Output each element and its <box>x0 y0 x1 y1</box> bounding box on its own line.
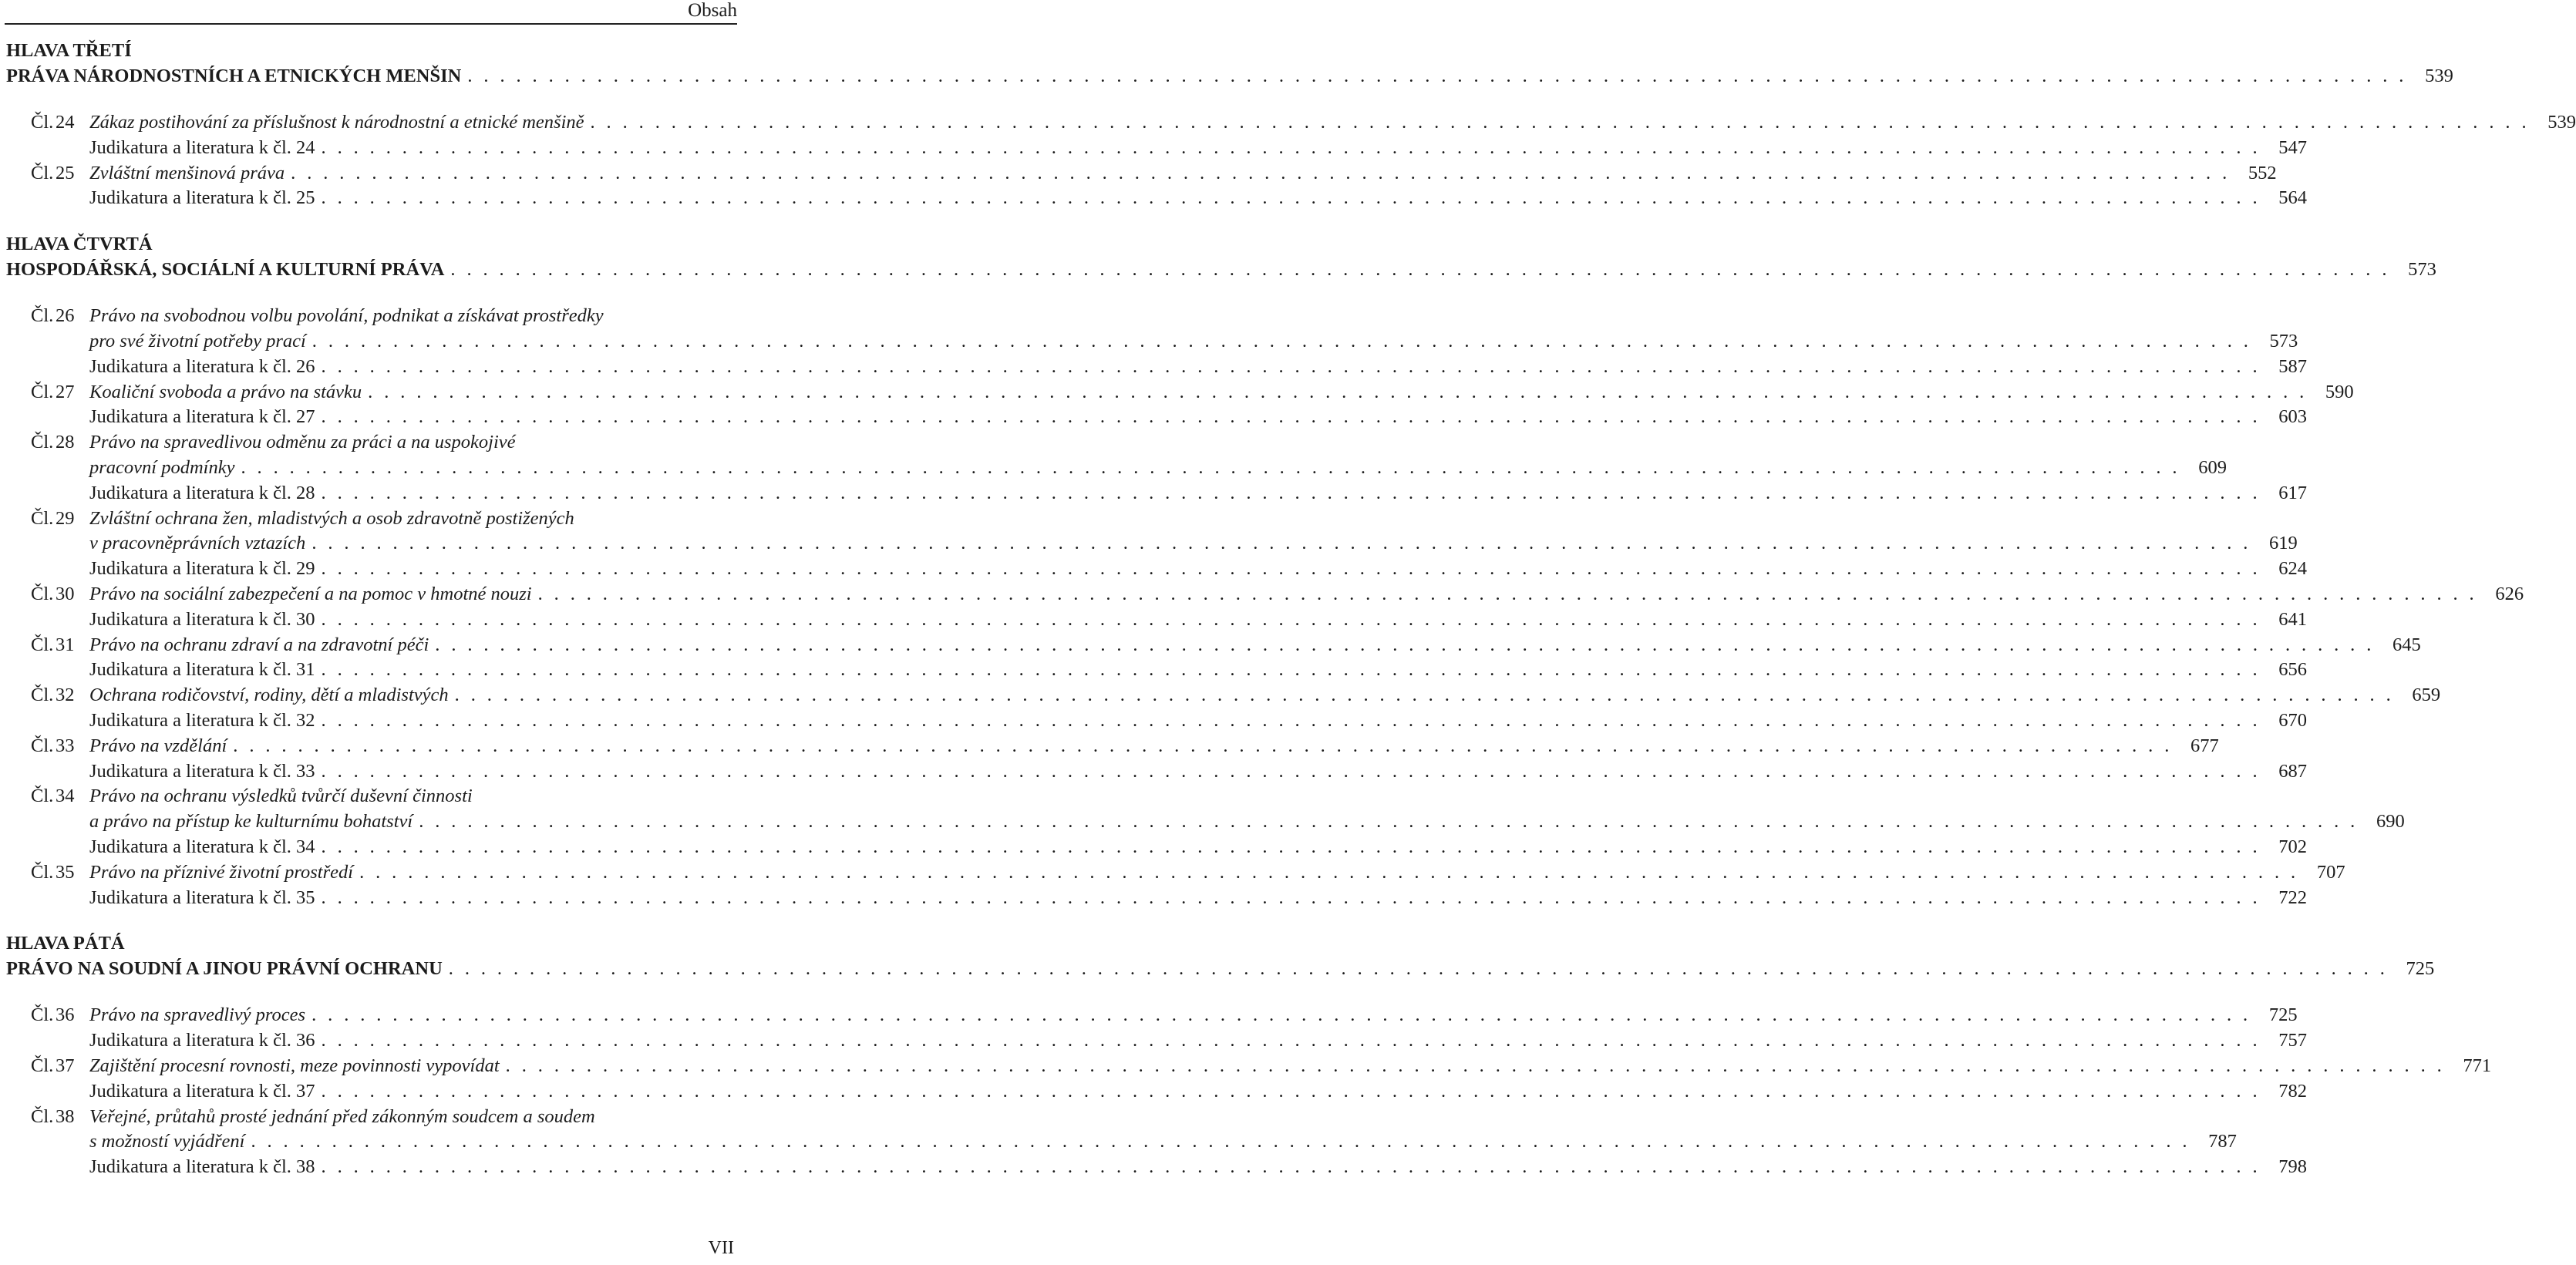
page-number: 609 <box>2198 456 2227 478</box>
toc-entry <box>6 110 2576 136</box>
dot-leader: . . . . . . . . . . . . . . . . . . . . . . . . . . . . . . . . . . . . . . . . . . . . . . . . . . . . . . . . . . . . . . . . . . . . . . . . . . . . . . . . . . . . . . . . . . . . . . . . . . . . . . . . . . . . . . . . . . . . . . . . <box>359 861 2299 883</box>
toc-entry-list <box>6 1003 2492 1180</box>
article-prefix: Čl. <box>31 685 54 706</box>
judikatura-title: Judikatura a literatura k čl. 36 <box>89 1030 315 1051</box>
page-number: 757 <box>2278 1030 2308 1051</box>
page-number: 547 <box>2278 136 2308 158</box>
judikatura-title: Judikatura a literatura k čl. 29 <box>89 558 315 580</box>
toc-entry <box>6 430 737 456</box>
toc-part <box>6 931 2492 1180</box>
toc-entry <box>6 481 2308 506</box>
judikatura-title: Judikatura a literatura k čl. 26 <box>89 355 315 377</box>
toc-entry <box>6 1003 2298 1028</box>
page-number: 725 <box>2268 1004 2298 1026</box>
page-number: 722 <box>2278 887 2308 908</box>
article-title: Právo na sociální zabezpečení a na pomoc v hmotné nouzi <box>89 583 532 604</box>
dot-leader: . . . . . . . . . . . . . . . . . . . . . . . . . . . . . . . . . . . . . . . . . . . . . . . . . . . . . . . . . . . . . . . . . . . . . . . . . . . . . . . . . . . . . . . . . . . . . . . . . . . . . . . . . . . . . . . . . . . . . . . . <box>321 406 2261 428</box>
dot-leader: . . . . . . . . . . . . . . . . . . . . . . . . . . . . . . . . . . . . . . . . . . . . . . . . . . . . . . . . . . . . . . . . . . . . . . . . . . . . . . . . . . . . . . . . . . . . . . . . . . . . . . . . . . . . . . . . . . . . . . . . <box>311 330 2252 352</box>
page-number: 539 <box>2547 112 2576 133</box>
toc-entry <box>6 784 737 809</box>
toc-entry <box>6 161 2277 187</box>
toc-part <box>6 39 2576 211</box>
article-number: 32 <box>56 685 75 706</box>
article-title: Ochrana rodičovství, rodiny, dětí a mladistvých <box>89 685 449 706</box>
page-number: 687 <box>2278 760 2308 782</box>
page-number: 677 <box>2190 735 2219 756</box>
dot-leader: . . . . . . . . . . . . . . . . . . . . . . . . . . . . . . . . . . . . . . . . . . . . . . . . . . . . . . . . . . . . . . . . . . . . . . . . . . . . . . . . . . . . . . . . . . . . . . . . . . . . . . . . . . . . . . . . . . . . . . . . <box>321 1080 2261 1102</box>
dot-leader: . . . . . . . . . . . . . . . . . . . . . . . . . . . . . . . . . . . . . . . . . . . . . . . . . . . . . . . . . . . . . . . . . . . . . . . . . . . . . . . . . . . . . . . . . . . . . . . . . . . . . . . . . . . . . . . . . . . . . . . . <box>321 1030 2261 1051</box>
toc-entry-continuation <box>6 456 2227 481</box>
page-number: 626 <box>2495 583 2524 604</box>
toc-entry-list <box>6 110 2576 211</box>
toc-entry <box>6 1079 2308 1105</box>
toc-entry <box>6 136 2308 161</box>
dot-leader: . . . . . . . . . . . . . . . . . . . . . . . . . . . . . . . . . . . . . . . . . . . . . . . . . . . . . . . . . . . . . . . . . . . . . . . . . . . . . . . . . . . . . . . . . . . . . . . . . . . . . . . . . . . . . . . . . . . . . . . . <box>241 456 2180 478</box>
dot-leader: . . . . . . . . . . . . . . . . . . . . . . . . . . . . . . . . . . . . . . . . . . . . . . . . . . . . . . . . . . . . . . . . . . . . . . . . . . . . . . . . . . . . . . . . . . . . . . . . . . . . . . . . . . . . . . . . . . . . . . . . <box>311 1004 2251 1026</box>
article-title: Koaliční svoboda a právo na stávku <box>89 381 362 402</box>
toc-entry <box>6 708 2308 734</box>
dot-leader: . . . . . . . . . . . . . . . . . . . . . . . . . . . . . . . . . . . . . . . . . . . . . . . . . . . . . . . . . . . . . . . . . . . . . . . . . . . . . . . . . . . . . . . . . . . . . . . . . . . . . . . . . . . . . . . . . . . . . . . . <box>537 583 2478 604</box>
part-title: HOSPODÁŘSKÁ, SOCIÁLNÍ A KULTURNÍ PRÁVA <box>6 259 445 281</box>
toc-entry <box>6 633 2421 658</box>
part-title-row <box>6 257 2436 282</box>
dot-leader: . . . . . . . . . . . . . . . . . . . . . . . . . . . . . . . . . . . . . . . . . . . . . . . . . . . . . . . . . . . . . . . . . . . . . . . . . . . . . . . . . . . . . . . . . . . . . . . . . . . . . . . . . . . . . . . . . . . . . . . . <box>590 112 2530 133</box>
page-number: 552 <box>2248 162 2277 183</box>
toc-entry <box>6 734 2219 759</box>
page-number: 659 <box>2412 685 2441 706</box>
article-title: Zajištění procesní rovnosti, meze povinnosti vypovídat <box>89 1055 500 1076</box>
article-number: 25 <box>56 162 75 183</box>
dot-leader: . . . . . . . . . . . . . . . . . . . . . . . . . . . . . . . . . . . . . . . . . . . . . . . . . . . . . . . . . . . . . . . . . . . . . . . . . . . . . . . . . . . . . . . . . . . . . . . . . . . . . . . . . . . . . . . . . . . . . . . . <box>505 1055 2446 1076</box>
part-title-row <box>6 63 2453 89</box>
article-prefix: Čl. <box>31 1105 54 1127</box>
article-prefix: Čl. <box>31 786 54 807</box>
article-number: 36 <box>56 1004 75 1026</box>
dot-leader: . . . . . . . . . . . . . . . . . . . . . . . . . . . . . . . . . . . . . . . . . . . . . . . . . . . . . . . . . . . . . . . . . . . . . . . . . . . . . . . . . . . . . . . . . . . . . . . . . . . . . . . . . . . . . . . . . . . . . . . . <box>321 760 2261 782</box>
toc-entry <box>6 380 2354 405</box>
page-number: 782 <box>2278 1080 2308 1102</box>
table-of-contents <box>6 39 2576 1201</box>
judikatura-title: Judikatura a literatura k čl. 25 <box>89 187 315 209</box>
toc-entry <box>6 355 2308 380</box>
page-number: 539 <box>2425 66 2453 86</box>
article-title: Právo na vzdělání <box>89 735 227 756</box>
article-title: Zvláštní ochrana žen, mladistvých a osob zdravotně postižených <box>89 507 574 529</box>
judikatura-title: Judikatura a literatura k čl. 34 <box>89 836 315 857</box>
article-title: Právo na spravedlivý proces <box>89 1004 306 1026</box>
article-number: 35 <box>56 861 75 883</box>
article-number: 37 <box>56 1055 75 1076</box>
article-title: v pracovněprávních vztazích <box>89 533 306 554</box>
toc-entry-continuation <box>6 1129 2237 1155</box>
article-title: s možností vyjádření <box>89 1131 245 1152</box>
page-number: 564 <box>2278 187 2308 209</box>
article-prefix: Čl. <box>31 112 54 133</box>
judikatura-title: Judikatura a literatura k čl. 33 <box>89 760 315 782</box>
article-prefix: Čl. <box>31 735 54 756</box>
part-label: HLAVA ČTVRTÁ <box>6 234 153 255</box>
judikatura-title: Judikatura a literatura k čl. 28 <box>89 482 315 503</box>
judikatura-title: Judikatura a literatura k čl. 32 <box>89 709 315 731</box>
article-prefix: Čl. <box>31 1055 54 1076</box>
article-number: 30 <box>56 583 75 604</box>
toc-entry <box>6 835 2308 860</box>
page-number: 619 <box>2269 533 2298 554</box>
page-number: 641 <box>2278 608 2308 630</box>
judikatura-title: Judikatura a literatura k čl. 24 <box>89 136 315 158</box>
toc-entry-continuation <box>6 329 2298 355</box>
part-label: HLAVA PÁTÁ <box>6 933 125 954</box>
dot-leader: . . . . . . . . . . . . . . . . . . . . . . . . . . . . . . . . . . . . . . . . . . . . . . . . . . . . . . . . . . . . . . . . . . . . . . . . . . . . . . . . . . . . . . . . . . . . . . . . . . . . . . . . . . . . . . . . . . . . . . . . <box>448 958 2389 980</box>
toc-entry <box>6 405 2308 430</box>
page-number: 670 <box>2278 709 2308 731</box>
article-number: 34 <box>56 786 75 807</box>
part-title-row <box>6 956 2435 981</box>
page-number: 725 <box>2406 958 2435 980</box>
dot-leader: . . . . . . . . . . . . . . . . . . . . . . . . . . . . . . . . . . . . . . . . . . . . . . . . . . . . . . . . . . . . . . . . . . . . . . . . . . . . . . . . . . . . . . . . . . . . . . . . . . . . . . . . . . . . . . . . . . . . . . . . <box>233 735 2173 756</box>
article-prefix: Čl. <box>31 162 54 183</box>
page-number: 798 <box>2278 1156 2308 1178</box>
article-prefix: Čl. <box>31 305 54 327</box>
toc-entry <box>6 886 2308 911</box>
dot-leader: . . . . . . . . . . . . . . . . . . . . . . . . . . . . . . . . . . . . . . . . . . . . . . . . . . . . . . . . . . . . . . . . . . . . . . . . . . . . . . . . . . . . . . . . . . . . . . . . . . . . . . . . . . . . . . . . . . . . . . . . <box>321 355 2261 377</box>
toc-entry-continuation <box>6 809 2405 835</box>
page-number: 690 <box>2376 811 2405 833</box>
page-folio: VII <box>708 1238 734 1258</box>
article-title: Veřejné, průtahů prosté jednání před zákonným soudcem a soudem <box>89 1105 595 1127</box>
toc-entry <box>6 304 737 329</box>
dot-leader: . . . . . . . . . . . . . . . . . . . . . . . . . . . . . . . . . . . . . . . . . . . . . . . . . . . . . . . . . . . . . . . . . . . . . . . . . . . . . . . . . . . . . . . . . . . . . . . . . . . . . . . . . . . . . . . . . . . . . . . . <box>321 836 2261 857</box>
article-number: 26 <box>56 305 75 327</box>
article-title: Právo na ochranu výsledků tvůrčí duševní činnosti <box>89 786 473 807</box>
page-number: 573 <box>2269 330 2298 352</box>
article-prefix: Čl. <box>31 507 54 529</box>
dot-leader: . . . . . . . . . . . . . . . . . . . . . . . . . . . . . . . . . . . . . . . . . . . . . . . . . . . . . . . . . . . . . . . . . . . . . . . . . . . . . . . . . . . . . . . . . . . . . . . . . . . . . . . . . . . . . . . . . . . . . . . . <box>321 608 2261 630</box>
toc-entry <box>6 759 2308 785</box>
page-number: 656 <box>2278 659 2308 681</box>
toc-entry-continuation <box>6 531 2298 557</box>
dot-leader: . . . . . . . . . . . . . . . . . . . . . . . . . . . . . . . . . . . . . . . . . . . . . . . . . . . . . . . . . . . . . . . . . . . . . . . . . . . . . . . . . . . . . . . . . . . . . . . . . . . . . . . . . . . . . . . . . . . . . . . . <box>419 811 2359 833</box>
article-title: Zákaz postihování za příslušnost k národnostní a etnické menšině <box>89 112 584 133</box>
dot-leader: . . . . . . . . . . . . . . . . . . . . . . . . . . . . . . . . . . . . . . . . . . . . . . . . . . . . . . . . . . . . . . . . . . . . . . . . . . . . . . . . . . . . . . . . . . . . . . . . . . . . . . . . . . . . . . . . . . . . . . . . <box>454 685 2395 706</box>
dot-leader: . . . . . . . . . . . . . . . . . . . . . . . . . . . . . . . . . . . . . . . . . . . . . . . . . . . . . . . . . . . . . . . . . . . . . . . . . . . . . . . . . . . . . . . . . . . . . . . . . . . . . . . . . . . . . . . . . . . . . . . . <box>450 259 2390 281</box>
judikatura-title: Judikatura a literatura k čl. 38 <box>89 1156 315 1178</box>
article-prefix: Čl. <box>31 1004 54 1026</box>
dot-leader: . . . . . . . . . . . . . . . . . . . . . . . . . . . . . . . . . . . . . . . . . . . . . . . . . . . . . . . . . . . . . . . . . . . . . . . . . . . . . . . . . . . . . . . . . . . . . . . . . . . . . . . . . . . . . . . . . . . . . . . . <box>368 381 2308 402</box>
toc-entry <box>6 683 2441 708</box>
article-number: 38 <box>56 1105 75 1127</box>
page-number: 617 <box>2278 482 2308 503</box>
toc-entry <box>6 658 2308 683</box>
dot-leader: . . . . . . . . . . . . . . . . . . . . . . . . . . . . . . . . . . . . . . . . . . . . . . . . . . . . . . . . . . . . . . . . . . . . . . . . . . . . . . . . . . . . . . . . . . . . . . . . . . . . . . . . . . . . . . . . . . . . . . . . <box>321 187 2261 209</box>
article-title: pracovní podmínky <box>89 456 235 478</box>
running-head: Obsah <box>688 0 737 21</box>
article-prefix: Čl. <box>31 583 54 604</box>
article-number: 24 <box>56 112 75 133</box>
page-number: 771 <box>2463 1055 2492 1076</box>
page-number: 587 <box>2278 355 2308 377</box>
page-number: 603 <box>2278 406 2308 428</box>
article-number: 27 <box>56 381 75 402</box>
judikatura-title: Judikatura a literatura k čl. 37 <box>89 1080 315 1102</box>
judikatura-title: Judikatura a literatura k čl. 27 <box>89 406 315 428</box>
toc-entry <box>6 860 2345 886</box>
article-title: Právo na příznivé životní prostředí <box>89 861 354 883</box>
toc-entry <box>6 506 737 532</box>
toc-entry <box>6 582 2524 607</box>
page-number: 590 <box>2325 381 2354 402</box>
article-title: a právo na přístup ke kulturnímu bohatství <box>89 811 413 833</box>
article-number: 33 <box>56 735 75 756</box>
article-prefix: Čl. <box>31 861 54 883</box>
page-number: 624 <box>2278 558 2308 580</box>
article-prefix: Čl. <box>31 381 54 402</box>
part-title: PRÁVO NA SOUDNÍ A JINOU PRÁVNÍ OCHRANU <box>6 958 443 980</box>
page-number: 645 <box>2392 634 2421 655</box>
dot-leader: . . . . . . . . . . . . . . . . . . . . . . . . . . . . . . . . . . . . . . . . . . . . . . . . . . . . . . . . . . . . . . . . . . . . . . . . . . . . . . . . . . . . . . . . . . . . . . . . . . . . . . . . . . . . . . . . . . . . . . . . <box>321 482 2261 503</box>
dot-leader: . . . . . . . . . . . . . . . . . . . . . . . . . . . . . . . . . . . . . . . . . . . . . . . . . . . . . . . . . . . . . . . . . . . . . . . . . . . . . . . . . . . . . . . . . . . . . . . . . . . . . . . . . . . . . . . . . . . . . . . . <box>467 66 2407 86</box>
toc-entry <box>6 186 2308 211</box>
dot-leader: . . . . . . . . . . . . . . . . . . . . . . . . . . . . . . . . . . . . . . . . . . . . . . . . . . . . . . . . . . . . . . . . . . . . . . . . . . . . . . . . . . . . . . . . . . . . . . . . . . . . . . . . . . . . . . . . . . . . . . . . <box>321 558 2261 580</box>
part-label: HLAVA TŘETÍ <box>6 40 132 61</box>
article-title: pro své životní potřeby prací <box>89 330 306 352</box>
toc-entry-list <box>6 304 2524 910</box>
article-number: 29 <box>56 507 75 529</box>
dot-leader: . . . . . . . . . . . . . . . . . . . . . . . . . . . . . . . . . . . . . . . . . . . . . . . . . . . . . . . . . . . . . . . . . . . . . . . . . . . . . . . . . . . . . . . . . . . . . . . . . . . . . . . . . . . . . . . . . . . . . . . . <box>321 887 2261 908</box>
page-number: 573 <box>2408 259 2436 281</box>
judikatura-title: Judikatura a literatura k čl. 30 <box>89 608 315 630</box>
toc-part <box>6 232 2524 910</box>
dot-leader: . . . . . . . . . . . . . . . . . . . . . . . . . . . . . . . . . . . . . . . . . . . . . . . . . . . . . . . . . . . . . . . . . . . . . . . . . . . . . . . . . . . . . . . . . . . . . . . . . . . . . . . . . . . . . . . . . . . . . . . . <box>321 136 2261 158</box>
part-title: PRÁVA NÁRODNOSTNÍCH A ETNICKÝCH MENŠIN <box>6 66 462 86</box>
article-title: Právo na ochranu zdraví a na zdravotní péči <box>89 634 429 655</box>
article-number: 28 <box>56 432 75 453</box>
dot-leader: . . . . . . . . . . . . . . . . . . . . . . . . . . . . . . . . . . . . . . . . . . . . . . . . . . . . . . . . . . . . . . . . . . . . . . . . . . . . . . . . . . . . . . . . . . . . . . . . . . . . . . . . . . . . . . . . . . . . . . . . <box>321 659 2261 681</box>
page-number: 787 <box>2208 1131 2237 1152</box>
toc-entry <box>6 1105 737 1130</box>
dot-leader: . . . . . . . . . . . . . . . . . . . . . . . . . . . . . . . . . . . . . . . . . . . . . . . . . . . . . . . . . . . . . . . . . . . . . . . . . . . . . . . . . . . . . . . . . . . . . . . . . . . . . . . . . . . . . . . . . . . . . . . . <box>291 162 2231 183</box>
dot-leader: . . . . . . . . . . . . . . . . . . . . . . . . . . . . . . . . . . . . . . . . . . . . . . . . . . . . . . . . . . . . . . . . . . . . . . . . . . . . . . . . . . . . . . . . . . . . . . . . . . . . . . . . . . . . . . . . . . . . . . . . <box>251 1131 2190 1152</box>
judikatura-title: Judikatura a literatura k čl. 35 <box>89 887 315 908</box>
header-rule <box>5 23 737 25</box>
article-prefix: Čl. <box>31 634 54 655</box>
page-number: 707 <box>2316 861 2345 883</box>
article-title: Zvláštní menšinová práva <box>89 162 285 183</box>
dot-leader: . . . . . . . . . . . . . . . . . . . . . . . . . . . . . . . . . . . . . . . . . . . . . . . . . . . . . . . . . . . . . . . . . . . . . . . . . . . . . . . . . . . . . . . . . . . . . . . . . . . . . . . . . . . . . . . . . . . . . . . . <box>321 709 2261 731</box>
article-title: Právo na svobodnou volbu povolání, podnikat a získávat prostředky <box>89 305 604 327</box>
dot-leader: . . . . . . . . . . . . . . . . . . . . . . . . . . . . . . . . . . . . . . . . . . . . . . . . . . . . . . . . . . . . . . . . . . . . . . . . . . . . . . . . . . . . . . . . . . . . . . . . . . . . . . . . . . . . . . . . . . . . . . . . <box>435 634 2375 655</box>
toc-entry <box>6 1028 2308 1054</box>
article-title: Právo na spravedlivou odměnu za práci a na uspokojivé <box>89 432 516 453</box>
toc-entry <box>6 1054 2492 1079</box>
article-prefix: Čl. <box>31 432 54 453</box>
judikatura-title: Judikatura a literatura k čl. 31 <box>89 659 315 681</box>
dot-leader: . . . . . . . . . . . . . . . . . . . . . . . . . . . . . . . . . . . . . . . . . . . . . . . . . . . . . . . . . . . . . . . . . . . . . . . . . . . . . . . . . . . . . . . . . . . . . . . . . . . . . . . . . . . . . . . . . . . . . . . . <box>321 1156 2261 1178</box>
toc-entry <box>6 1155 2308 1180</box>
toc-entry <box>6 557 2308 582</box>
page-number: 702 <box>2278 836 2308 857</box>
dot-leader: . . . . . . . . . . . . . . . . . . . . . . . . . . . . . . . . . . . . . . . . . . . . . . . . . . . . . . . . . . . . . . . . . . . . . . . . . . . . . . . . . . . . . . . . . . . . . . . . . . . . . . . . . . . . . . . . . . . . . . . . <box>311 533 2251 554</box>
article-number: 31 <box>56 634 75 655</box>
toc-entry <box>6 607 2308 633</box>
